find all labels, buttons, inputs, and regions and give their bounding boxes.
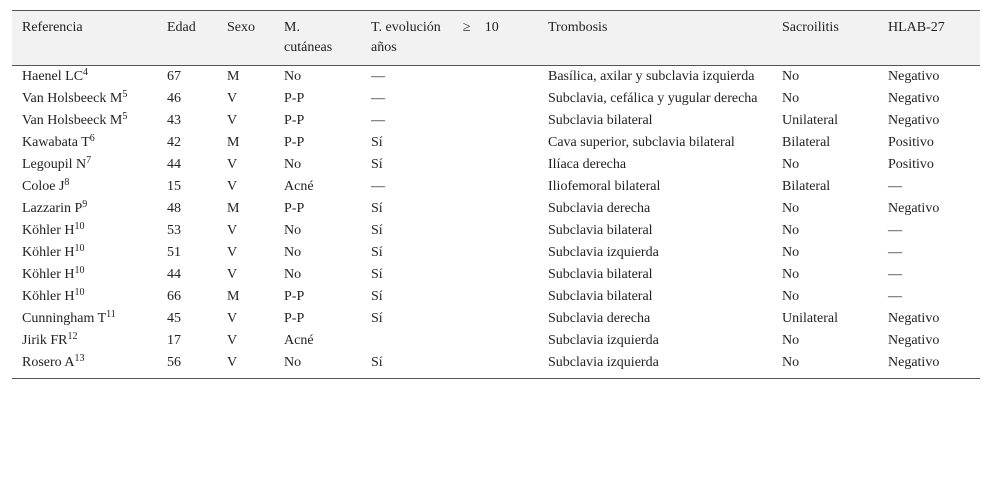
sexo-cell: M	[227, 135, 240, 150]
trombosis-cell: Subclavia bilateral	[548, 223, 653, 238]
referencia-cell	[12, 199, 157, 221]
trombosis-cell: Subclavia izquierda	[548, 355, 659, 370]
reference-citation: 10	[74, 265, 85, 276]
header-m-cutaneas: M. cutáneas	[284, 20, 333, 55]
hlab27-cell: —	[888, 267, 902, 282]
table-body	[12, 66, 980, 379]
table-row	[12, 111, 980, 133]
header-referencia: Referencia	[22, 20, 83, 35]
hlab27-cell: Negativo	[888, 69, 940, 84]
m-cutaneas-cell: No	[284, 245, 302, 260]
hlab27-cell: Negativo	[888, 311, 940, 326]
t-evolucion-cell: Sí	[371, 157, 383, 172]
header-sacroilitis: Sacroilitis	[782, 20, 839, 35]
t-evolucion-cell: Sí	[371, 311, 383, 326]
t-evolucion-cell: Sí	[371, 267, 383, 282]
edad-cell: 67	[167, 69, 181, 84]
sacroilitis-cell: Unilateral	[782, 311, 838, 326]
table-row	[12, 287, 980, 309]
table-row	[12, 265, 980, 287]
hlab27-cell: Negativo	[888, 201, 940, 216]
reference-name: Köhler H	[22, 223, 75, 238]
table-row	[12, 155, 980, 177]
reference-name: Kawabata T	[22, 135, 90, 150]
m-cutaneas-cell: P-P	[284, 201, 305, 216]
sexo-cell: M	[227, 201, 240, 216]
m-cutaneas-cell: P-P	[284, 289, 305, 304]
t-evolucion-cell: —	[371, 113, 385, 128]
sacroilitis-cell: Bilateral	[782, 135, 831, 150]
table-row	[12, 66, 980, 90]
m-cutaneas-cell: No	[284, 157, 302, 172]
hlab27-cell: —	[888, 245, 902, 260]
table-row	[12, 353, 980, 379]
referencia-cell	[12, 177, 157, 199]
m-cutaneas-cell: P-P	[284, 311, 305, 326]
hlab27-cell: Negativo	[888, 355, 940, 370]
table-row	[12, 89, 980, 111]
sexo-cell: V	[227, 157, 238, 172]
reference-name: Lazzarin P	[22, 201, 83, 216]
reference-citation: 13	[74, 353, 85, 364]
sacroilitis-cell: No	[782, 245, 800, 260]
m-cutaneas-cell: Acné	[284, 333, 314, 348]
table-header	[12, 11, 980, 66]
t-evolucion-cell: Sí	[371, 355, 383, 370]
trombosis-cell: Iliofemoral bilateral	[548, 179, 661, 194]
m-cutaneas-cell: No	[284, 355, 302, 370]
reference-name: Köhler H	[22, 267, 75, 282]
trombosis-cell: Subclavia bilateral	[548, 289, 653, 304]
sexo-cell: M	[227, 69, 240, 84]
reference-name: Legoupil N	[22, 157, 87, 172]
hlab27-cell: Positivo	[888, 135, 934, 150]
edad-cell: 17	[167, 333, 181, 348]
reference-name: Cunningham T	[22, 311, 107, 326]
hlab27-cell: Negativo	[888, 113, 940, 128]
header-edad: Edad	[167, 20, 196, 35]
header-trombosis: Trombosis	[548, 20, 608, 35]
referencia-cell	[12, 133, 157, 155]
reference-name: Coloe J	[22, 179, 65, 194]
reference-citation: 12	[67, 331, 78, 342]
hlab27-cell: Positivo	[888, 157, 934, 172]
table-row	[12, 221, 980, 243]
sacroilitis-cell: No	[782, 289, 800, 304]
sexo-cell: V	[227, 113, 238, 128]
reference-citation: 8	[64, 177, 70, 188]
header-sexo: Sexo	[227, 20, 255, 35]
reference-name: Rosero A	[22, 355, 75, 370]
reference-citation: 7	[86, 155, 92, 166]
reference-name: Van Holsbeeck M	[22, 113, 123, 128]
edad-cell: 15	[167, 179, 181, 194]
referencia-cell	[12, 265, 157, 287]
sacroilitis-cell: No	[782, 201, 800, 216]
sexo-cell: V	[227, 267, 238, 282]
sexo-cell: V	[227, 333, 238, 348]
edad-cell: 42	[167, 135, 181, 150]
t-evolucion-cell: Sí	[371, 289, 383, 304]
m-cutaneas-cell: No	[284, 223, 302, 238]
table-row	[12, 331, 980, 353]
reference-citation: 11	[106, 309, 116, 320]
trombosis-cell: Subclavia izquierda	[548, 333, 659, 348]
table-row	[12, 243, 980, 265]
edad-cell: 45	[167, 311, 181, 326]
t-evolucion-cell: —	[371, 91, 385, 106]
t-evolucion-cell	[361, 331, 538, 353]
reference-name: Köhler H	[22, 289, 75, 304]
edad-cell: 56	[167, 355, 181, 370]
edad-cell: 43	[167, 113, 181, 128]
referencia-cell	[12, 309, 157, 331]
edad-cell: 53	[167, 223, 181, 238]
table-row	[12, 309, 980, 331]
table-row	[12, 133, 980, 155]
m-cutaneas-cell: P-P	[284, 135, 305, 150]
trombosis-cell: Basílica, axilar y subclavia izquierda	[548, 69, 755, 84]
referencia-cell	[12, 66, 157, 90]
referencia-cell	[12, 243, 157, 265]
table-row	[12, 199, 980, 221]
trombosis-cell: Subclavia, cefálica y yugular derecha	[548, 91, 758, 106]
referencia-cell	[12, 221, 157, 243]
reference-citation: 10	[74, 221, 85, 232]
t-evolucion-cell: —	[371, 69, 385, 84]
header-row	[12, 11, 980, 66]
reference-citation: 6	[89, 133, 95, 144]
header-ten: 10	[484, 20, 499, 35]
sexo-cell: V	[227, 355, 238, 370]
reference-citation: 10	[74, 287, 85, 298]
m-cutaneas-cell: P-P	[284, 113, 305, 128]
hlab27-cell: —	[888, 289, 902, 304]
t-evolucion-cell: Sí	[371, 135, 383, 150]
trombosis-cell: Ilíaca derecha	[548, 157, 627, 172]
referencia-cell	[12, 89, 157, 111]
header-hlab27: HLAB-27	[888, 20, 945, 35]
trombosis-cell: Subclavia bilateral	[548, 267, 653, 282]
t-evolucion-cell: Sí	[371, 245, 383, 260]
m-cutaneas-cell: P-P	[284, 91, 305, 106]
referencia-cell	[12, 331, 157, 353]
edad-cell: 51	[167, 245, 181, 260]
reference-name: Jirik FR	[22, 333, 68, 348]
reference-name: Köhler H	[22, 245, 75, 260]
t-evolucion-cell: —	[371, 179, 385, 194]
trombosis-cell: Subclavia derecha	[548, 311, 651, 326]
edad-cell: 48	[167, 201, 181, 216]
referencia-cell	[12, 287, 157, 309]
sacroilitis-cell: No	[782, 333, 800, 348]
reference-name: Haenel LC	[22, 69, 84, 84]
reference-citation: 10	[74, 243, 85, 254]
trombosis-cell: Subclavia izquierda	[548, 245, 659, 260]
hlab27-cell: Negativo	[888, 333, 940, 348]
trombosis-cell: Cava superior, subclavia bilateral	[548, 135, 735, 150]
sexo-cell: V	[227, 91, 238, 106]
case-table-container	[12, 10, 980, 379]
trombosis-cell: Subclavia derecha	[548, 201, 651, 216]
sacroilitis-cell: No	[782, 69, 800, 84]
edad-cell: 44	[167, 157, 181, 172]
sexo-cell: V	[227, 223, 238, 238]
sacroilitis-cell: No	[782, 267, 800, 282]
referencia-cell	[12, 155, 157, 177]
header-anos: años	[371, 40, 397, 55]
reference-citation: 5	[122, 89, 128, 100]
sacroilitis-cell: Unilateral	[782, 113, 838, 128]
sacroilitis-cell: No	[782, 91, 800, 106]
sacroilitis-cell: No	[782, 157, 800, 172]
t-evolucion-cell: Sí	[371, 223, 383, 238]
referencia-cell	[12, 111, 157, 133]
sexo-cell: V	[227, 245, 238, 260]
sacroilitis-cell: No	[782, 223, 800, 238]
referencia-cell	[12, 353, 157, 379]
hlab27-cell: —	[888, 223, 902, 238]
m-cutaneas-cell: Acné	[284, 179, 314, 194]
hlab27-cell: —	[888, 179, 902, 194]
case-table	[12, 10, 980, 379]
table-row	[12, 177, 980, 199]
m-cutaneas-cell: No	[284, 69, 302, 84]
edad-cell: 44	[167, 267, 181, 282]
hlab27-cell: Negativo	[888, 91, 940, 106]
edad-cell: 66	[167, 289, 181, 304]
sacroilitis-cell: Bilateral	[782, 179, 831, 194]
header-t-evolucion-label: T. evolución	[371, 20, 441, 35]
reference-citation: 9	[82, 199, 88, 210]
sacroilitis-cell: No	[782, 355, 800, 370]
sexo-cell: V	[227, 311, 238, 326]
reference-name: Van Holsbeeck M	[22, 91, 123, 106]
sexo-cell: M	[227, 289, 240, 304]
edad-cell: 46	[167, 91, 181, 106]
reference-citation: 4	[83, 67, 89, 78]
header-t-evolucion	[361, 11, 538, 66]
header-ge-symbol: ≥	[462, 20, 471, 35]
t-evolucion-cell: Sí	[371, 201, 383, 216]
trombosis-cell: Subclavia bilateral	[548, 113, 653, 128]
sexo-cell: V	[227, 179, 238, 194]
reference-citation: 5	[122, 111, 128, 122]
m-cutaneas-cell: No	[284, 267, 302, 282]
